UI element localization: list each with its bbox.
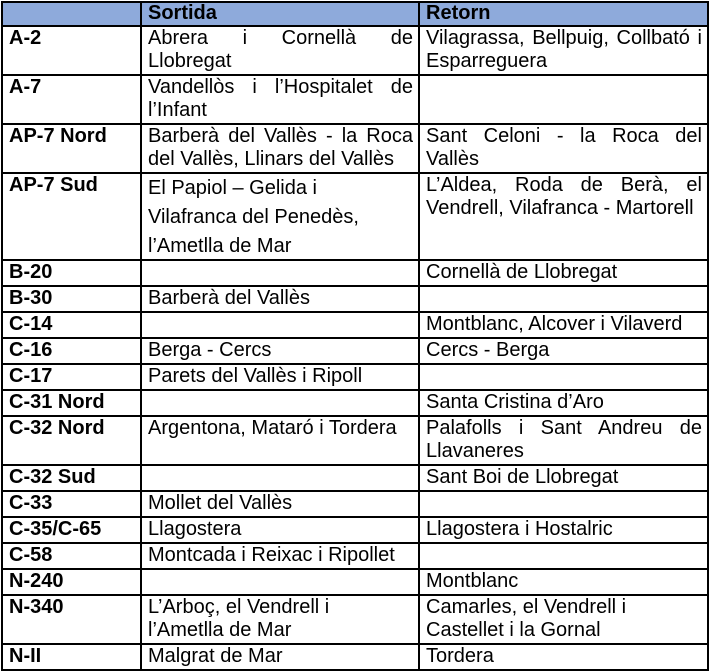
- road-name-cell: N-II: [2, 644, 141, 670]
- cell-text-line: Montblanc, Alcover i Vilaverd: [426, 313, 683, 335]
- column-header-retorn: Retorn: [419, 2, 708, 26]
- table-row: [2, 26, 708, 75]
- road-schedule-table: [1, 1, 709, 671]
- sortida-cell: [141, 124, 419, 173]
- table-row: [2, 543, 708, 569]
- road-name-cell: B-30: [2, 286, 141, 312]
- retorn-cell: [419, 364, 708, 390]
- table-row: [2, 286, 708, 312]
- cell-text-line: Llavaneres: [426, 440, 524, 462]
- cell-text-line: Cercs - Berga: [426, 339, 550, 361]
- cell-text-line: Vandellòs i l’Hospitalet de: [148, 76, 413, 98]
- cell-text-line: Vendrell, Vilafranca - Martorell: [426, 197, 694, 219]
- cell-text-line: Sant Boi de Llobregat: [426, 466, 619, 488]
- road-name-cell: N-240: [2, 569, 141, 595]
- cell-text-line: Vallès: [426, 148, 479, 170]
- sortida-cell: [141, 260, 419, 286]
- cell-text-line: Santa Cristina d’Aro: [426, 391, 604, 413]
- table-row: [2, 595, 708, 644]
- table-row: [2, 338, 708, 364]
- table-row: [2, 644, 708, 670]
- cell-text-line: del Vallès, Llinars del Vallès: [148, 148, 395, 170]
- cell-text-line: L’Arboç, el Vendrell i: [148, 596, 330, 618]
- sortida-cell: [141, 491, 419, 517]
- cell-text-line: Cornellà de Llobregat: [426, 261, 618, 283]
- table-row: [2, 465, 708, 491]
- retorn-cell: [419, 26, 708, 75]
- road-name-cell: C-16: [2, 338, 141, 364]
- road-name-cell: C-32 Nord: [2, 416, 141, 465]
- sortida-cell: [141, 312, 419, 338]
- table-row: [2, 124, 708, 173]
- retorn-cell: [419, 338, 708, 364]
- document-page: [0, 1, 708, 667]
- road-name-cell: C-32 Sud: [2, 465, 141, 491]
- sortida-cell: [141, 644, 419, 670]
- retorn-cell: [419, 569, 708, 595]
- table-body: [2, 26, 708, 670]
- column-header-sortida: Sortida: [141, 2, 419, 26]
- cell-text-line: Llagostera i Hostalric: [426, 518, 613, 540]
- table-row: [2, 416, 708, 465]
- cell-text-line: Argentona, Mataró i Tordera: [148, 417, 397, 439]
- road-name-cell: N-340: [2, 595, 141, 644]
- table-row: [2, 390, 708, 416]
- cell-text-line: Llobregat: [148, 50, 232, 72]
- cell-text-line: Vilafranca del Penedès,: [148, 206, 359, 228]
- retorn-cell: [419, 173, 708, 260]
- sortida-cell: [141, 543, 419, 569]
- road-name-cell: C-17: [2, 364, 141, 390]
- table-row: [2, 569, 708, 595]
- road-name-cell: A-2: [2, 26, 141, 75]
- table-row: [2, 491, 708, 517]
- retorn-cell: [419, 543, 708, 569]
- cell-text-line: l’Ametlla de Mar: [148, 235, 292, 257]
- table-row: [2, 364, 708, 390]
- sortida-cell: [141, 595, 419, 644]
- road-name-cell: C-14: [2, 312, 141, 338]
- table-row: [2, 312, 708, 338]
- retorn-cell: [419, 390, 708, 416]
- cell-text-line: Berga - Cercs: [148, 339, 272, 361]
- cell-text-line: Montblanc: [426, 570, 519, 592]
- road-name-cell: C-35/C-65: [2, 517, 141, 543]
- retorn-cell: [419, 260, 708, 286]
- cell-text-line: Mollet del Vallès: [148, 492, 293, 514]
- cell-text-line: Sant Celoni - la Roca del: [426, 125, 702, 147]
- cell-text-line: Barberà del Vallès - la Roca: [148, 125, 413, 147]
- sortida-cell: [141, 569, 419, 595]
- retorn-cell: [419, 75, 708, 124]
- retorn-cell: [419, 416, 708, 465]
- road-name-cell: A-7: [2, 75, 141, 124]
- cell-text-line: L’Aldea, Roda de Berà, el: [426, 174, 702, 196]
- retorn-cell: [419, 644, 708, 670]
- sortida-cell: [141, 364, 419, 390]
- retorn-cell: [419, 465, 708, 491]
- sortida-cell: [141, 338, 419, 364]
- column-header-road: [2, 2, 141, 26]
- cell-text-line: Camarles, el Vendrell i: [426, 596, 627, 618]
- road-name-cell: AP-7 Sud: [2, 173, 141, 260]
- sortida-cell: [141, 286, 419, 312]
- cell-text-line: Vilagrassa, Bellpuig, Collbató i: [426, 27, 702, 49]
- cell-text-line: Barberà del Vallès: [148, 287, 310, 309]
- table-header-row: [2, 2, 708, 26]
- table-row: [2, 517, 708, 543]
- sortida-cell: [141, 26, 419, 75]
- retorn-cell: [419, 312, 708, 338]
- retorn-cell: [419, 286, 708, 312]
- cell-text-line: Esparreguera: [426, 50, 548, 72]
- table-row: [2, 173, 708, 260]
- road-name-cell: C-33: [2, 491, 141, 517]
- road-name-cell: B-20: [2, 260, 141, 286]
- retorn-cell: [419, 491, 708, 517]
- table-row: [2, 260, 708, 286]
- sortida-cell: [141, 416, 419, 465]
- cell-text-line: Parets del Vallès i Ripoll: [148, 365, 363, 387]
- retorn-cell: [419, 517, 708, 543]
- sortida-cell: [141, 517, 419, 543]
- road-name-cell: AP-7 Nord: [2, 124, 141, 173]
- retorn-cell: [419, 124, 708, 173]
- road-name-cell: C-31 Nord: [2, 390, 141, 416]
- cell-text-line: Castellet i la Gornal: [426, 619, 601, 641]
- sortida-cell: [141, 173, 419, 260]
- sortida-cell: [141, 465, 419, 491]
- table-row: [2, 75, 708, 124]
- cell-text-line: Llagostera: [148, 518, 242, 540]
- cell-text-line: Malgrat de Mar: [148, 645, 283, 667]
- cell-text-line: Palafolls i Sant Andreu de: [426, 417, 702, 439]
- cell-text-line: l’Infant: [148, 99, 207, 121]
- cell-text-line: Abrera i Cornellà de: [148, 27, 413, 49]
- sortida-cell: [141, 75, 419, 124]
- retorn-cell: [419, 595, 708, 644]
- cell-text-line: Tordera: [426, 645, 494, 667]
- sortida-cell: [141, 390, 419, 416]
- cell-text-line: El Papiol – Gelida i: [148, 177, 317, 199]
- cell-text-line: l’Ametlla de Mar: [148, 619, 292, 641]
- road-name-cell: C-58: [2, 543, 141, 569]
- cell-text-line: Montcada i Reixac i Ripollet: [148, 544, 395, 566]
